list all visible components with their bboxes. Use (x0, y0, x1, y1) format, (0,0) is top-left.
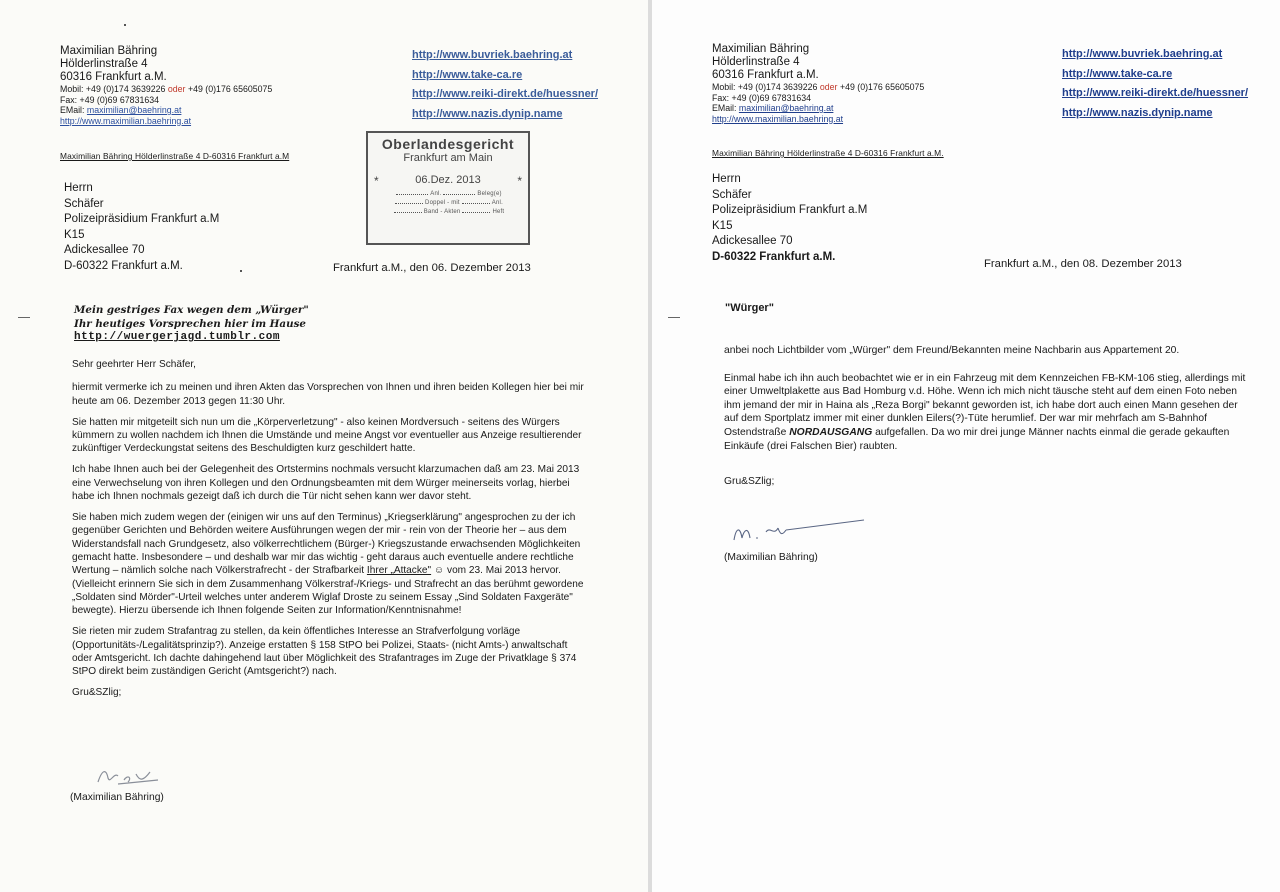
date-line: Frankfurt a.M., den 08. Dezember 2013 (984, 258, 1182, 270)
paragraph: Sie hatten mir mitgeteilt sich nun um die „Körperverletzung" - also keinen Mordversuch - seitens des Würgers kümmern zu wollen nachdem ich Ihnen die Umstände und meine Angst vor eventueller aus Anzeige resultierender zukünftiger Verdeckungstat seitens des Beschuldigten kurz geschildert hatte. (72, 416, 582, 455)
link-take-care[interactable]: http://www.take-ca.re (1062, 67, 1173, 80)
recipient-line: Schäfer (64, 197, 104, 210)
sender-web-link[interactable]: http://www.maximilian.baehring.at (60, 115, 192, 126)
paragraph: anbei noch Lichtbilder vom „Würger" dem Freund/Bekannten meine Nachbarin aus Appartement 20. (724, 345, 1180, 356)
sender-web-link[interactable]: http://www.maximilian.baehring.at (712, 113, 844, 124)
salutation: Sehr geehrter Herr Schäfer, (72, 359, 196, 370)
subject-block (74, 304, 309, 345)
scan-speck (124, 24, 126, 26)
stamp-title: Oberlandesgericht (381, 136, 515, 152)
signature-name: (Maximilian Bähring) (724, 552, 818, 563)
recipient-line: Adickesallee 70 (712, 235, 793, 247)
recipient-line: K15 (712, 219, 733, 232)
stamp-row: Anl. Beleg(e) (368, 191, 528, 197)
letter-body (724, 344, 1246, 503)
star-icon: * (374, 174, 379, 188)
closing: Gru&SZlig; (72, 687, 122, 699)
sender-name: Maximilian Bähring (712, 43, 810, 55)
recipient-line: Herrn (712, 173, 741, 185)
letter-body (72, 358, 584, 707)
paragraph: Einmal habe ich ihn auch beobachtet wie er in ein Fahrzeug mit dem Kennzeichen FB-KM-106 stieg, allerdings mit einer Umweltplakette aus Bad Homburg v.d. Höhe. Wenn ich mich nicht täusche steht auf dem einen Foto neben ihm jemand der mir in Haina als „Reza Borgi" bekannt geworden ist, ich habe dort auch einen Mann gesehen der auf dem Sportplatz immer mit einer dunklen Eilers(?)-Tüte herumlief. Der war mir mehrfach am S-Bahnhof Ostendstraße NORDAUSGANG aufgefallen. Da wo mir drei junge Männer nachts einmal die gerade gekauften Einkäufe (drei Falschen Bier) raubten. (724, 372, 1246, 452)
recipient-line: D-60322 Frankfurt a.M. (64, 259, 183, 272)
link-nazis-dynip[interactable]: http://www.nazis.dynip.name (1062, 106, 1213, 119)
email-link[interactable]: maximilian@baehring.at (738, 103, 834, 113)
smiley-icon: ☺ (433, 565, 445, 577)
link-reiki-direkt[interactable]: http://www.reiki-direkt.de/huessner/ (412, 88, 599, 100)
link-nazis-dynip[interactable]: http://www.nazis.dynip.name (412, 107, 563, 120)
subject-line-1: Mein gestriges Fax wegen dem „Würger" (74, 304, 309, 316)
email-link[interactable]: maximilian@baehring.at (86, 105, 182, 115)
closing: Gru&SZlig; (724, 476, 775, 488)
fold-mark (668, 317, 680, 318)
sender-street: Hölderlinstraße 4 (60, 58, 148, 70)
nordausgang: NORDAUSGANG (789, 426, 873, 438)
signature-icon (724, 514, 874, 546)
link-take-care[interactable]: http://www.take-ca.re (412, 68, 523, 81)
return-address: Maximilian Bähring Hölderlinstraße 4 D-60316 Frankfurt a.M (60, 151, 290, 161)
recipient-line: K15 (64, 228, 85, 241)
sender-email: EMail: maximilian@baehring.at (712, 103, 834, 113)
subject-line-2: Ihr heutiges Vorsprechen hier im Hause (74, 317, 306, 330)
paragraph: hiermit vermerke ich zu meinen und ihren Akten das Vorsprechen von Ihnen und ihren beiden Kollegen hier bei mir heute am 06. Dezember 2013 gegen 11:30 Uhr. (72, 382, 584, 407)
recipient-line: Adickesallee 70 (64, 244, 145, 256)
stamp-date: 06.Dez. 2013 (415, 174, 481, 186)
recipient-line: Polizeipräsidium Frankfurt a.M (64, 213, 220, 225)
sender-city: 60316 Frankfurt a.M. (60, 71, 167, 83)
subject: "Würger" (725, 302, 774, 314)
link-buvriek[interactable]: http://www.buvriek.baehring.at (412, 49, 573, 61)
scan-speck (240, 270, 242, 272)
sender-mobile: Mobil: +49 (0)174 3639226 oder +49 (0)176 65605075 (712, 82, 925, 92)
return-address: Maximilian Bähring Hölderlinstraße 4 D-60316 Frankfurt a.M. (712, 148, 944, 158)
date-line: Frankfurt a.M., den 06. Dezember 2013 (333, 262, 531, 274)
subject-url[interactable]: http://wuergerjagd.tumblr.com (74, 331, 280, 343)
sender-fax: Fax: +49 (0)69 67831634 (60, 94, 160, 105)
link-reiki-direkt[interactable]: http://www.reiki-direkt.de/huessner/ (1062, 87, 1249, 99)
sender-block (60, 45, 272, 126)
recipient-line: D-60322 Frankfurt a.M. (712, 250, 836, 263)
recipient-address (64, 181, 219, 274)
sender-email: EMail: maximilian@baehring.at (60, 105, 182, 115)
recipient-line: Herrn (64, 182, 93, 194)
sender-street: Hölderlinstraße 4 (712, 56, 800, 68)
link-list (412, 46, 598, 124)
recipient-address (712, 172, 867, 265)
signature-name: (Maximilian Bähring) (70, 792, 164, 803)
sender-mobile: Mobil: +49 (0)174 3639226 oder +49 (0)176 65605075 (60, 84, 273, 94)
link-list (1062, 45, 1248, 123)
stamp-date-row (368, 174, 528, 186)
sender-name: Maximilian Bähring (60, 45, 158, 57)
paragraph: Sie rieten mir zudem Strafantrag zu stellen, da kein öffentliches Interesse an Strafverfolgung vorläge (Opportunitäts-/Legalitätsprinzip?). Anzeige erstatten § 158 StPO bei Polizei, Staats- (nicht Amts-) anwaltschaft oder Amtsgericht. Ich dachte dahingehend laut über Möglichkeit des Strafantrages im Zuge der Privatklage § 374 StPO direkt beim zuständigen Gericht (Amtsgericht?) nach. (72, 626, 577, 678)
fold-mark (18, 317, 30, 318)
stamp-city: Frankfurt am Main (403, 152, 493, 164)
sender-block (712, 43, 924, 124)
sender-city: 60316 Frankfurt a.M. (712, 69, 819, 81)
recipient-line: Schäfer (712, 188, 752, 201)
stamp-row: Doppel - mit Anl. (368, 200, 528, 206)
sender-fax: Fax: +49 (0)69 67831634 (712, 92, 812, 103)
court-receipt-stamp (366, 131, 530, 245)
paragraph: Sie haben mich zudem wegen der (einigen wir uns auf den Terminus) „Kriegserklärung" angesprochen zu der ich gegenüber Gerichten und Behörden weitere Ausführungen wegen der mir - rein von der Theorie her – aus dem Widerstandsfall nach Grundgesetz, also völkerrechtlichem (Bürger-) Kriegszustande erwachsenden Möglichkeiten gemacht hatte. Insbesondere – und deshalb war mir das wichtig - geht daraus auch eventuelle andere rechtliche Wertung – nämlich solche nach Völkerstrafrecht - der Strafbarkeit Ihrer „Attacke" ☺ vom 23. Mai 2013 hervor. (Vielleicht erinnern Sie sich in dem Zusammenhang Völkerstraf-/Kriegs- und Strafrecht an das berühmt gewordene „Soldaten sind Mörder"-Urteil welches unter anderem Wiglaf Droste zu seinem Essay „Sind Soldaten Faxgeräte" bewegte). Hierzu übersende ich Ihnen folgende Seiten zur Information/Kenntnisnahme! (72, 512, 584, 617)
ihrer-attacke: Ihrer „Attacke" (366, 565, 432, 577)
link-buvriek[interactable]: http://www.buvriek.baehring.at (1062, 48, 1223, 60)
star-icon: * (517, 174, 522, 188)
paragraph: Ich habe Ihnen auch bei der Gelegenheit des Ortstermins nochmals versucht klarzumachen daß am 23. Mai 2013 eine Verwechselung von ihren Kollegen und den Ordnungsbeamten mit dem Würger meinerseits vorlag, hierbei habe ich Ihnen nochmals gezeigt daß ich durch die Tür nicht sehen kann wer davor steht. (72, 464, 580, 502)
letter-page-right (652, 0, 1280, 892)
stamp-row: Band - Akten Heft (368, 209, 528, 215)
signature-icon (88, 760, 178, 788)
recipient-line: Polizeipräsidium Frankfurt a.M (712, 204, 868, 216)
